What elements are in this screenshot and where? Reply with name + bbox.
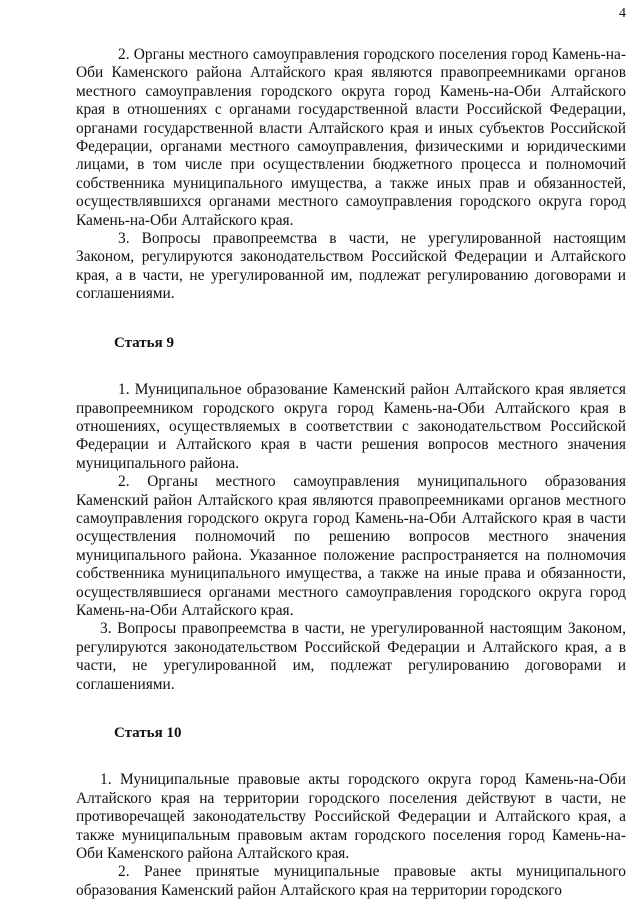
paragraph-9-1: 1. Муниципальное образование Каменский район Алтайского края является правопреемником городского округа город Камень-на-Оби Алтайского края в отношениях, осуществляемых в соответствии с законодательством Российской Федерации и Алтайского края в части решения вопросов местного значения муниципального района. <box>76 381 626 472</box>
paragraph-8-3: 3. Вопросы правопреемства в части, не урегулированной настоящим Законом, регулируются законодательством Российской Федерации и Алтайского края, а в части, не урегулированной им, подлежат регулированию договорами и соглашениями. <box>76 230 626 303</box>
paragraph-9-2: 2. Органы местного самоуправления муниципального образования Каменский район Алтайского края являются правопреемниками органов местного самоуправления городского округа город Камень-на-Оби Алтайского края в части осуществления полномочий по решению вопросов местного значения муниципального района. Указанное положение распространяется на полномочия собственника муниципального имущества, а также на иные права и обязанности, осуществлявшиеся органами местного самоуправления городского округа город Камень-на-Оби Алтайского края. <box>76 473 626 619</box>
spacer <box>76 304 626 334</box>
spacer <box>76 742 626 771</box>
spacer <box>76 694 626 724</box>
page-number: 4 <box>619 6 626 21</box>
paragraph-8-2: 2. Органы местного самоуправления городского поселения город Камень-на-Оби Каменского района Алтайского края являются правопреемниками органов местного самоуправления городского округа город Камень-на-Оби Алтайского края в отношениях с органами государственной власти Российской Федерации, органами государственной власти Алтайского края и иных субъектов Российской Федерации, органами местного самоуправления, физическими и юридическими лицами, в том числе при осуществлении бюджетного процесса и полномочий собственника муниципального имущества, а также иных прав и обязанностей, осуществлявшихся органами местного самоуправления городского округа город Камень-на-Оби Алтайского края. <box>76 46 626 229</box>
paragraph-9-3: 3. Вопросы правопреемства в части, не урегулированной настоящим Законом, регулируются законодательством Российской Федерации и Алтайского края, а в части, не урегулированной им, подлежат регулированию договорами и соглашениями. <box>76 620 626 693</box>
article-10-heading: Статья 10 <box>114 725 182 741</box>
paragraph-10-2: 2. Ранее принятые муниципальные правовые акты муниципального образования Каменский район Алтайского края на территории городского <box>76 863 626 899</box>
spacer <box>76 352 626 381</box>
document-body <box>76 46 626 900</box>
article-9-heading: Статья 9 <box>114 334 174 351</box>
paragraph-10-1: 1. Муниципальные правовые акты городского округа город Камень-на-Оби Алтайского края на территории городского поселения действуют в части, не противоречащей законодательству Российской Федерации и Алтайского края, а также муниципальным правовым актам городского поселения город Камень-на-Оби Каменского района Алтайского края. <box>76 771 626 863</box>
